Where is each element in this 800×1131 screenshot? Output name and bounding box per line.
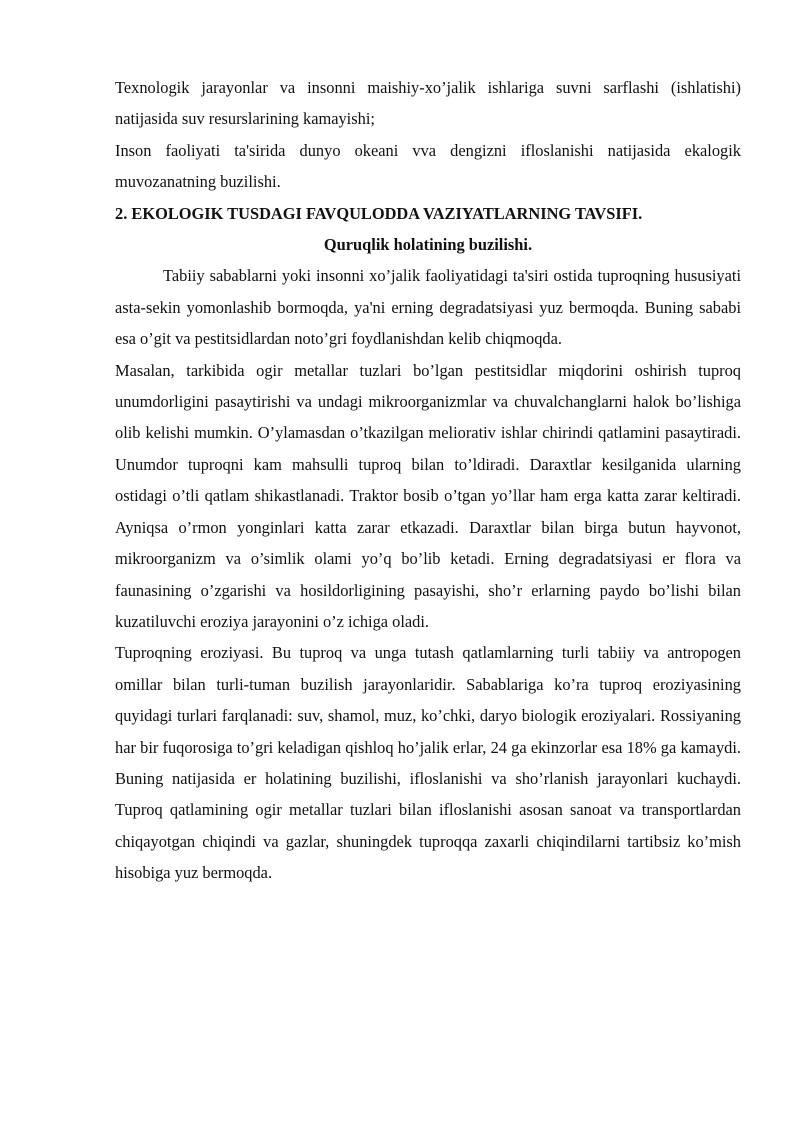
paragraph-soil-degradation: Tabiiy sabablarni yoki insonni xo’jalik faoliyatidagi ta'siri ostida tuproqning hususiyati asta-sekin yomonlashib bormoqda, ya'ni erning degradatsiyasi yuz bermoqda. Buning sababi esa o’git va pestitsidlardan noto’gri foydlanishdan kelib chiqmoqda.	[115, 266, 741, 349]
paragraph-soil-erosion: Tuproqning eroziyasi. Bu tuproq va unga tutash qatlamlarning turli tabiiy va antropogen omillar bilan turli-tuman buzilish jarayonlaridir. Sabablariga ko’ra tuproq eroziyasining quyidagi turlari farqlanadi: suv, shamol, muz, ko’chki, daryo biologik eroziyalari. Rossiyaning har bir fuqorosiga to’gri keladigan qishloq ho’jalik erlar, 24 ga ekinzorlar esa 18% ga kamaydi. Buning natijasida er holatining buzilishi, ifloslanishi va sho’rlanish jarayonlari kuchaydi. Tuproq qatlamining ogir metallar tuzlari bilan ifloslanishi asosan sanoat va transportlardan chiqayotgan chiqindi va gazlar, shuningdek tuproqqa zaxarli chiqindilarni tartibsiz ko’mish hisobiga yuz bermoqda.	[115, 643, 741, 883]
paragraph-ocean-pollution: Inson faoliyati ta'sirida dunyo okeani vva dengizni ifloslanishi natijasida ekalogik muvozanatning buzilishi.	[115, 140, 741, 192]
document-page	[115, 72, 741, 889]
paragraph-water-resources: Texnologik jarayonlar va insonni maishiy-xo’jalik ishlariga suvni sarflashi (ishlatishi) natijasida suv resurslarining kamayishi;	[115, 78, 741, 129]
section-heading: 2. EKOLOGIK TUSDAGI FAVQULODDA VAZIYATLARNING TAVSIFI.	[115, 203, 643, 223]
paragraph-pesticides: Masalan, tarkibida ogir metallar tuzlari bo’lgan pestitsidlar miqdorini oshirish tuproq unumdorligini pasaytirishi va undagi mikroorganizmlar va chuvalchanglarni halok bo’lishiga olib kelishi mumkin. O’ylamasdan o’tkazilgan meliorativ ishlar chirindi qatlamini pasaytiradi. Unumdor tuproqni kam mahsulli tuproq bilan to’ldiradi. Daraxtlar kesilganida ularning ostidagi o’tli qatlam shikastlanadi. Traktor bosib o’tgan yo’llar ham erga katta zarar keltiradi. Ayniqsa o’rmon yonginlari katta zarar etkazadi. Daraxtlar bilan birga butun hayvonot, mikroorganizm va o’simlik olami yo’q bo’lib ketadi. Erning degradatsiyasi er flora va faunasining o’zgarishi va hosildorligining pasayishi, sho’r erlarning paydo bo’lishi bilan kuzatiluvchi eroziya jarayonini o’z ichiga oladi.	[115, 360, 741, 631]
section-subheading: Quruqlik holatining buzilishi.	[323, 235, 533, 255]
